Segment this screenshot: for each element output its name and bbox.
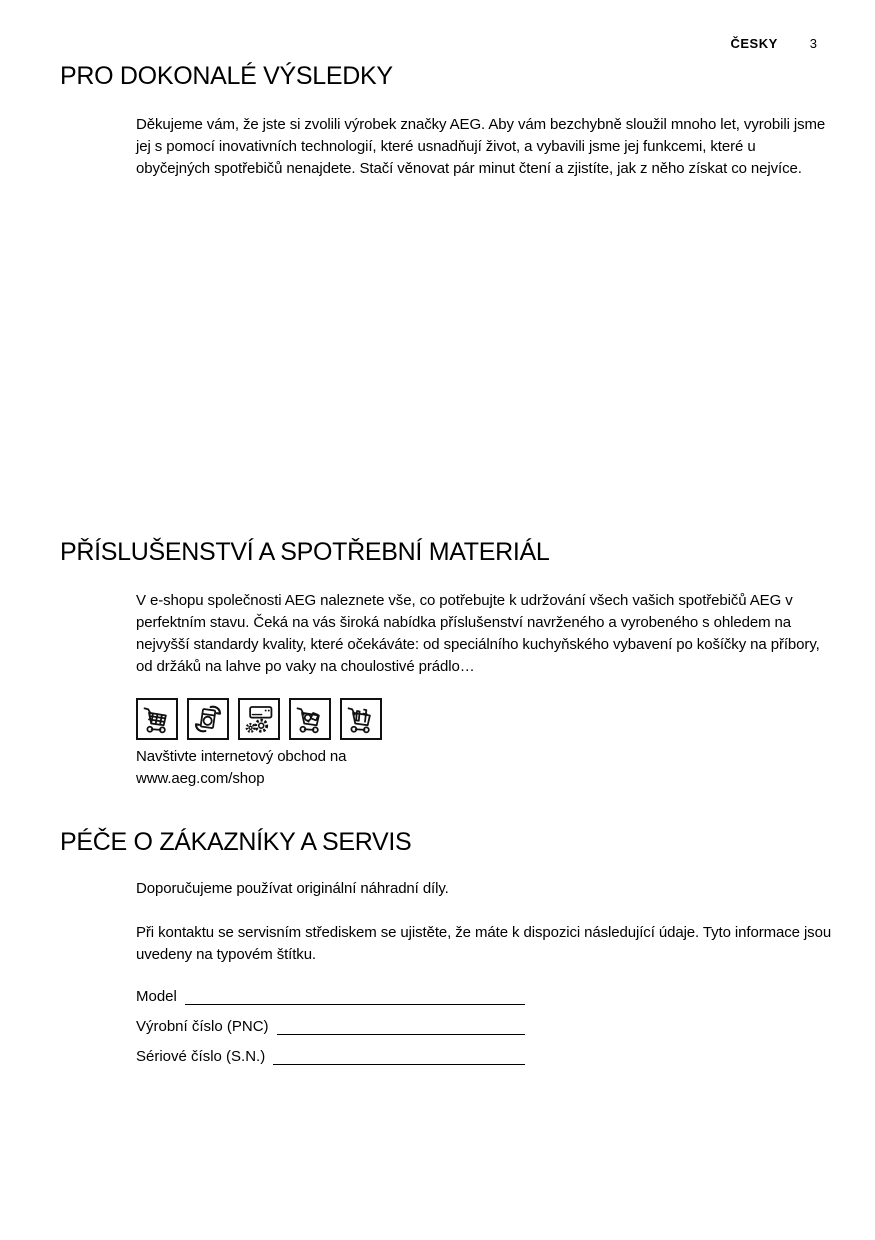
page-number: 3: [809, 36, 817, 51]
results-paragraph: Děkujeme vám, že jste si zvolili výrobek značky AEG. Aby vám bezchybně sloužil mnoho let, vyrobili jsme jej s pomocí inovativních technologií, které usnadňují život, a vybavili jsme jej funkcemi, které u obyčejných spotřebičů nenajdete. Stačí věnovat pár minut čtení a zjistíte, jak z něho získat co nejvíce.: [136, 116, 826, 177]
page-header: [730, 36, 817, 51]
model-label: Model: [136, 988, 177, 1005]
appliance-id-form: [136, 985, 525, 1075]
service-note: Doporučujeme používat originální náhradní díly.: [136, 880, 449, 897]
form-row-model: [136, 985, 525, 1005]
language-label: ČESKY: [730, 36, 778, 51]
accessories-paragraph: V e-shopu společnosti AEG naleznete vše, co potřebujte k udržování všech vašich spotřebičů AEG v perfektním stavu. Čeká na vás široká nabídka příslušenství navrženého a vyrobeného s ohledem na nejvyšší standardy kvality, které očekáváte: od speciálního kuchyňského vybavení po košíčky na příbory, od držáků na lahve po vaky na choulostivé prádlo…: [136, 592, 820, 675]
section-title-service: PÉČE O ZÁKAZNÍKY A SERVIS: [60, 828, 412, 856]
form-row-serial: [136, 1045, 525, 1065]
cart-accessories-icon: [340, 698, 382, 740]
shopping-cart-icon: [136, 698, 178, 740]
serial-fill-line: [273, 1048, 525, 1065]
serial-label: Sériové číslo (S.N.): [136, 1048, 266, 1065]
service-paragraph: Při kontaktu se servisním střediskem se ujistěte, že máte k dispozici následující údaje. Tyto informace jsou uvedeny na typovém štítku.: [136, 924, 832, 963]
shop-url: www.aeg.com/shop: [136, 770, 265, 787]
accessories-icon-row: [136, 698, 382, 740]
appliance-care-hands-icon: [187, 698, 229, 740]
section-title-accessories: PŘÍSLUŠENSTVÍ A SPOTŘEBNÍ MATERIÁL: [60, 538, 550, 566]
pnc-label: Výrobní číslo (PNC): [136, 1018, 269, 1035]
cart-bulb-tag-icon: [289, 698, 331, 740]
shop-info: [136, 746, 536, 790]
shop-info-line1: Navštivte internetový obchod na: [136, 748, 347, 765]
form-row-pnc: [136, 1015, 525, 1035]
model-fill-line: [185, 988, 525, 1005]
pnc-fill-line: [277, 1018, 525, 1035]
spare-parts-gears-icon: [238, 698, 280, 740]
section-title-results: PRO DOKONALÉ VÝSLEDKY: [60, 62, 393, 90]
